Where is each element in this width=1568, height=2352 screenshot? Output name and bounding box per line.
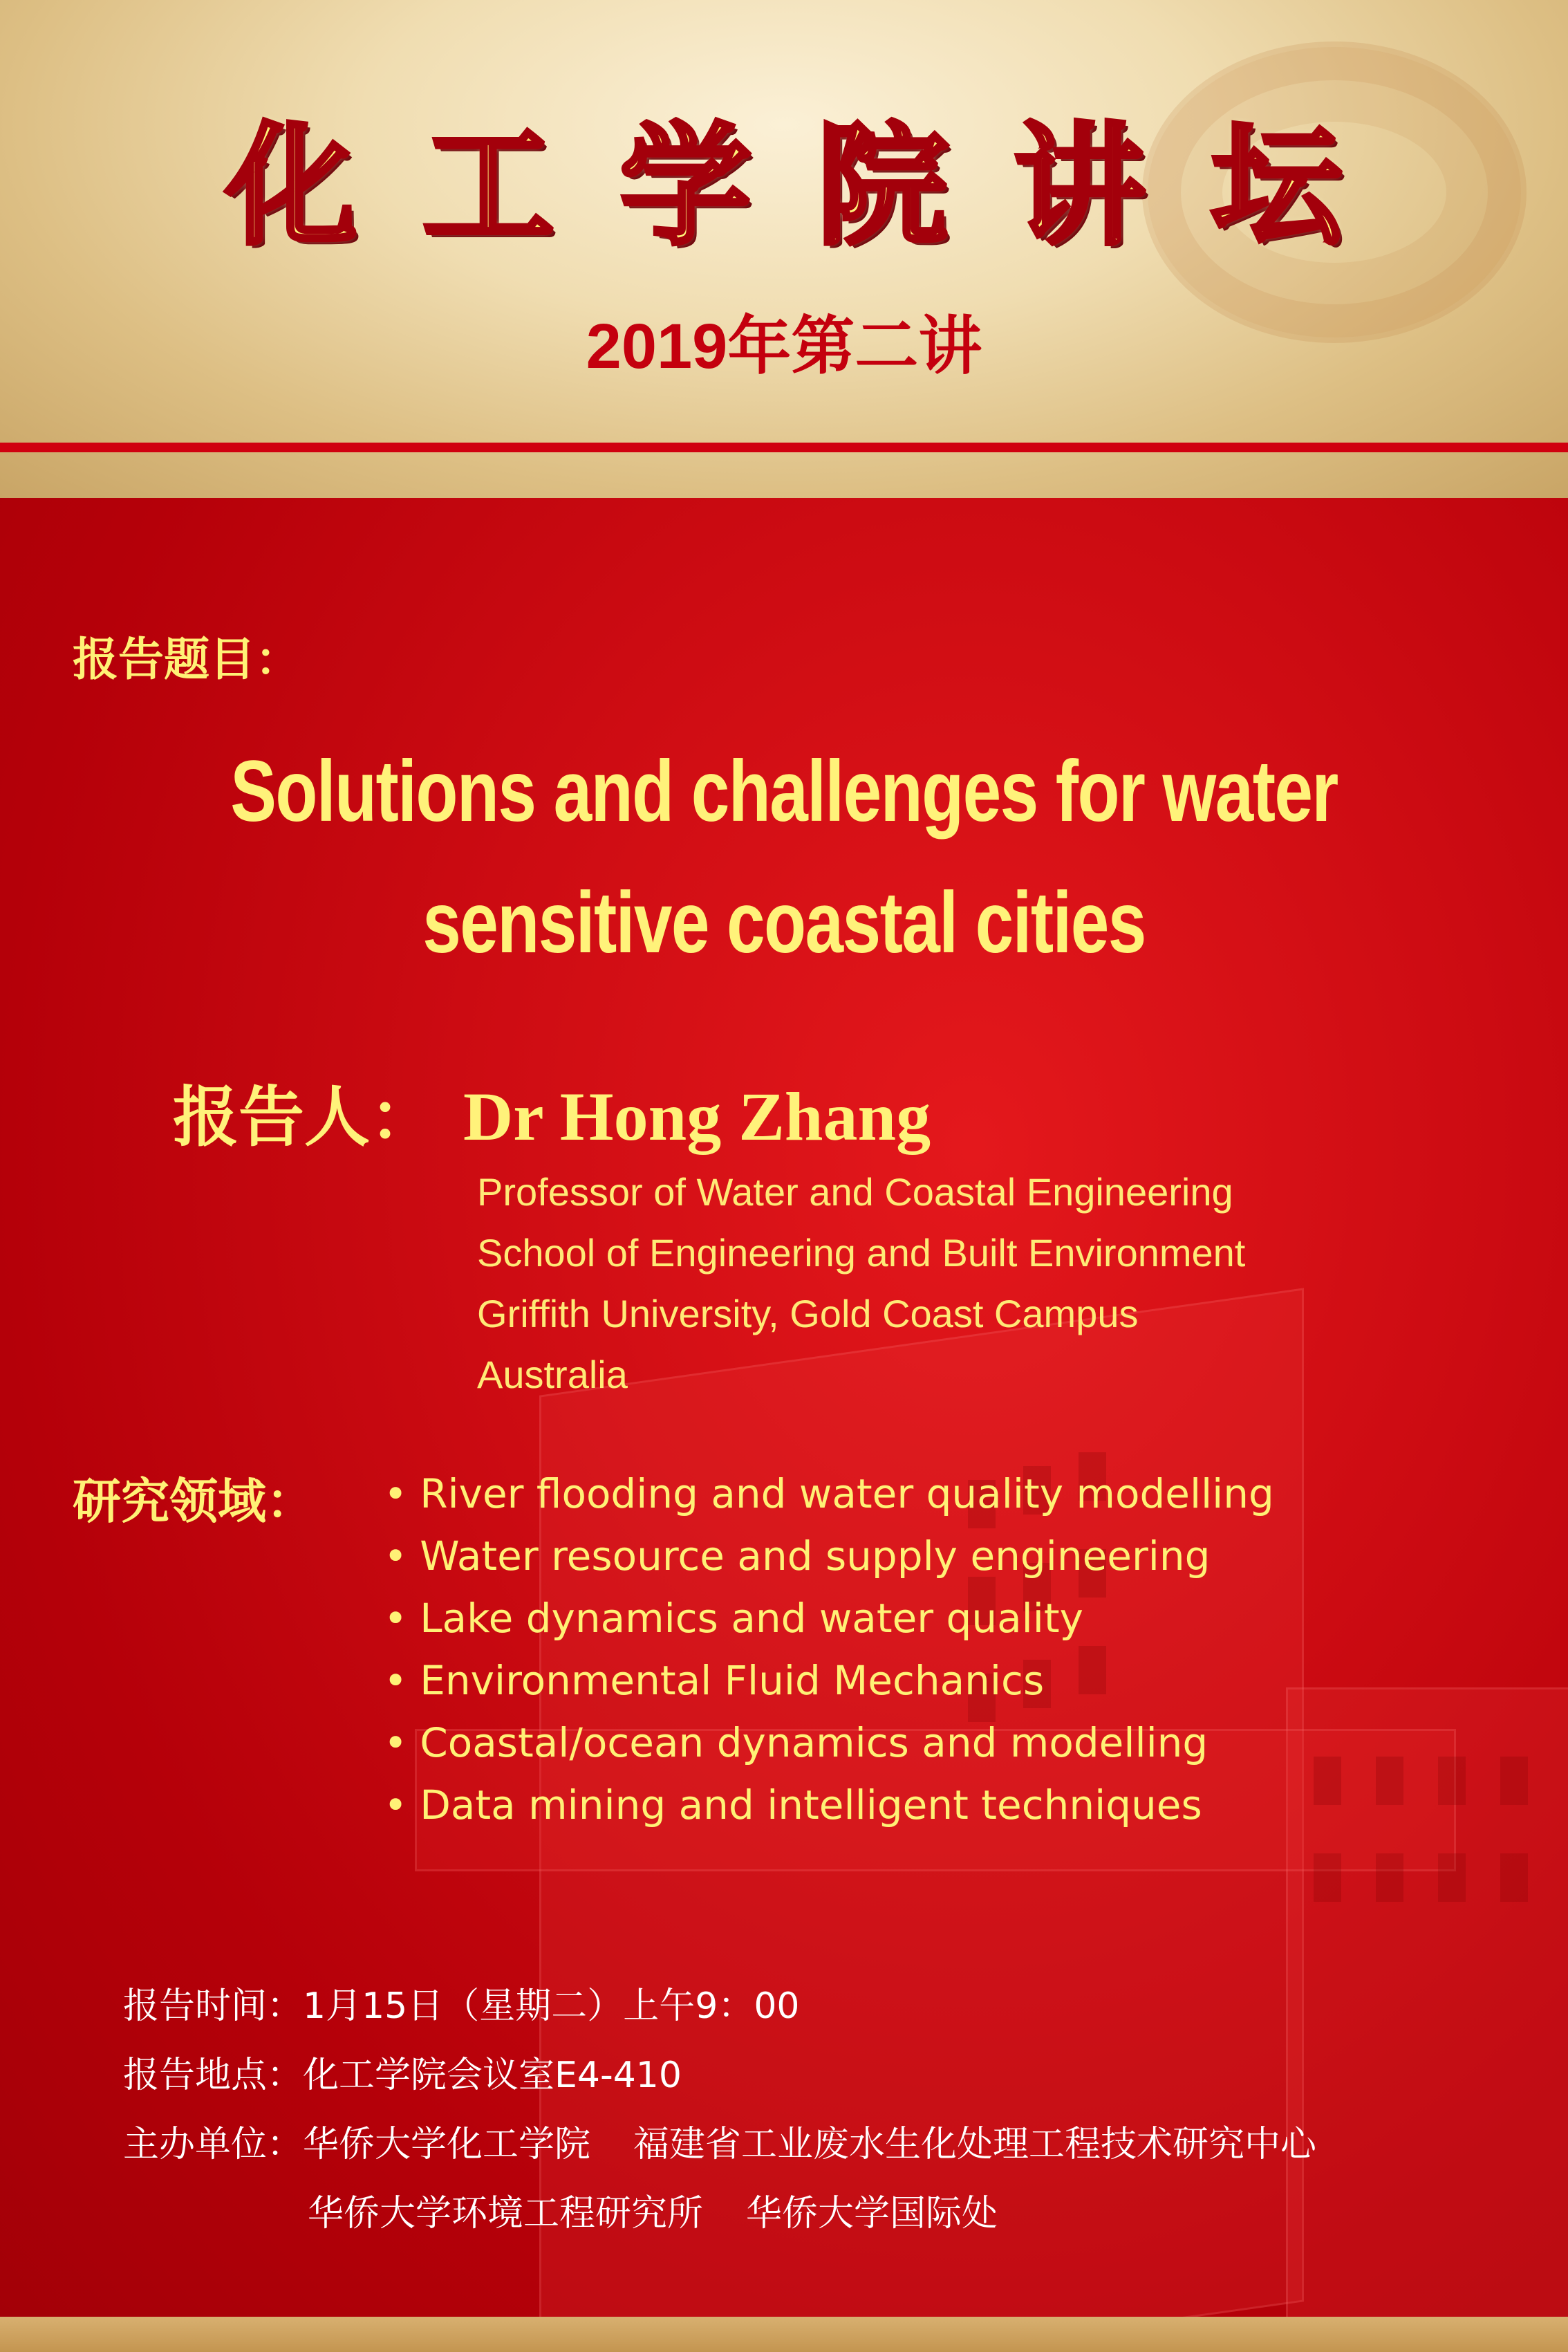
bullet-icon: • bbox=[384, 1470, 408, 1517]
affiliation-line: School of Engineering and Built Environment bbox=[477, 1231, 1246, 1275]
research-label: 研究领域： bbox=[73, 1473, 315, 1530]
host-4: 华侨大学国际处 bbox=[746, 2193, 998, 2234]
bottom-border bbox=[0, 2317, 1568, 2352]
speaker-row bbox=[173, 1065, 931, 1159]
bullet-icon: • bbox=[384, 1657, 408, 1704]
time-value: 1月15日（星期二）上午9：00 bbox=[303, 1985, 800, 2027]
host-2: 福建省工业废水生化处理工程技术研究中心 bbox=[633, 2124, 1317, 2165]
list-item: • Water resource and supply engineering bbox=[384, 1532, 1211, 1580]
place-label: 报告地点： bbox=[123, 2055, 304, 2096]
affiliation-line: Griffith University, Gold Coast Campus bbox=[477, 1292, 1139, 1335]
host-label: 主办单位： bbox=[123, 2124, 304, 2165]
lecture-series-title: 化工学院讲坛 bbox=[225, 110, 1408, 263]
talk-title bbox=[157, 726, 1411, 989]
talk-title-line-2: sensitive coastal cities bbox=[422, 875, 1146, 971]
list-item: • Data mining and intelligent techniques bbox=[384, 1781, 1202, 1828]
bullet-icon: • bbox=[384, 1719, 408, 1766]
list-item: • Coastal/ocean dynamics and modelling bbox=[384, 1719, 1208, 1766]
bullet-icon: • bbox=[384, 1532, 408, 1580]
speaker-affiliation bbox=[477, 1162, 1245, 1405]
topic-label: 报告题目： bbox=[73, 633, 301, 686]
talk-place bbox=[123, 2055, 682, 2096]
bullet-icon: • bbox=[384, 1781, 408, 1828]
time-label: 报告时间： bbox=[123, 1985, 304, 2027]
affiliation-line: Professor of Water and Coastal Engineering bbox=[477, 1170, 1233, 1214]
host-1: 华侨大学化工学院 bbox=[303, 2124, 591, 2165]
research-list bbox=[384, 1463, 1274, 1836]
speaker-label: 报告人： bbox=[173, 1079, 436, 1156]
talk-time bbox=[123, 1985, 800, 2027]
lecture-number: 2019年第二讲 bbox=[586, 311, 982, 382]
list-item: • River flooding and water quality modelling bbox=[384, 1470, 1274, 1517]
poster-body bbox=[0, 498, 1568, 2352]
talk-hosts bbox=[123, 2124, 1317, 2165]
talk-title-line-1: Solutions and challenges for water bbox=[230, 743, 1338, 840]
bullet-icon: • bbox=[384, 1595, 408, 1642]
affiliation-line: Australia bbox=[477, 1353, 628, 1396]
host-3: 华侨大学环境工程研究所 bbox=[308, 2193, 704, 2234]
list-item: • Lake dynamics and water quality bbox=[384, 1595, 1083, 1642]
place-value: 化工学院会议室E4-410 bbox=[303, 2055, 682, 2096]
list-item: • Environmental Fluid Mechanics bbox=[384, 1657, 1045, 1704]
header-divider bbox=[0, 443, 1568, 452]
speaker-name: Dr Hong Zhang bbox=[463, 1078, 931, 1155]
talk-hosts-2 bbox=[308, 2193, 998, 2234]
poster-header bbox=[0, 0, 1568, 498]
